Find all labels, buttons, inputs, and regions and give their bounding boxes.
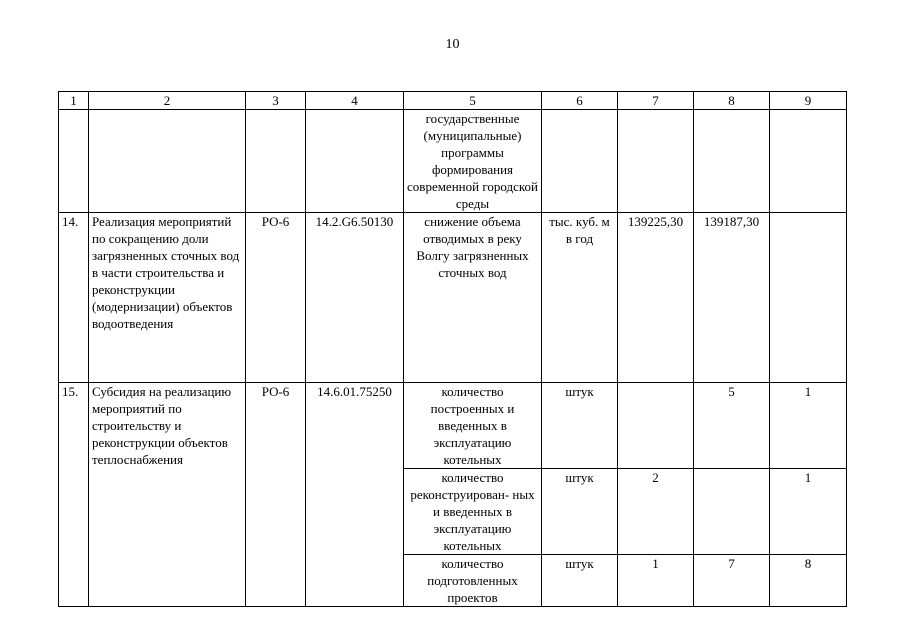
- unit: тыс. куб. м в год: [542, 213, 618, 383]
- budget-code: 14.6.01.75250: [306, 383, 404, 607]
- header-col-6: 6: [542, 92, 618, 110]
- value-col-7: 1: [618, 555, 694, 607]
- responsible-code: РО-6: [246, 383, 306, 607]
- responsible-code: РО-6: [246, 213, 306, 383]
- cell-empty: [694, 110, 770, 213]
- value-col-8: [694, 469, 770, 555]
- cell-empty: [59, 110, 89, 213]
- value-col-7: 139225,30: [618, 213, 694, 383]
- table-row-15: [59, 383, 847, 469]
- cell-empty: [770, 110, 847, 213]
- cell-empty: [542, 110, 618, 213]
- header-col-4: 4: [306, 92, 404, 110]
- unit: штук: [542, 555, 618, 607]
- row-number: 15.: [59, 383, 89, 607]
- table-row-continuation: [59, 110, 847, 213]
- indicator-name: снижение объема отводимых в реку Волгу загрязненных сточных вод: [404, 213, 542, 383]
- value-col-7: 2: [618, 469, 694, 555]
- header-col-9: 9: [770, 92, 847, 110]
- value-col-7: [618, 383, 694, 469]
- header-col-8: 8: [694, 92, 770, 110]
- value-col-8: 7: [694, 555, 770, 607]
- value-col-9: [770, 213, 847, 383]
- page-number: 10: [445, 37, 460, 52]
- indicators-table: [58, 91, 847, 607]
- header-col-7: 7: [618, 92, 694, 110]
- value-col-9: 8: [770, 555, 847, 607]
- value-col-8: 139187,30: [694, 213, 770, 383]
- cell-empty: [89, 110, 246, 213]
- indicator-name: количество реконструирован- ных и введенных в эксплуатацию котельных: [404, 469, 542, 555]
- value-col-8: 5: [694, 383, 770, 469]
- indicator-name: количество построенных и введенных в эксплуатацию котельных: [404, 383, 542, 469]
- header-col-2: 2: [89, 92, 246, 110]
- cell-empty: [306, 110, 404, 213]
- table-header-row: [59, 92, 847, 110]
- unit: штук: [542, 469, 618, 555]
- measure-name: Субсидия на реализацию мероприятий по строительству и реконструкции объектов теплоснабжения: [89, 383, 246, 607]
- indicator-name: количество подготовленных проектов: [404, 555, 542, 607]
- budget-code: 14.2.G6.50130: [306, 213, 404, 383]
- value-col-9: 1: [770, 469, 847, 555]
- table-row-14: [59, 213, 847, 383]
- header-col-1: 1: [59, 92, 89, 110]
- header-col-5: 5: [404, 92, 542, 110]
- cell-empty: [618, 110, 694, 213]
- value-col-9: 1: [770, 383, 847, 469]
- measure-name: Реализация мероприятий по сокращению доли загрязненных сточных вод в части строительства и реконструкции (модернизации) объектов водоотведения: [89, 213, 246, 383]
- unit: штук: [542, 383, 618, 469]
- cell-indicator-continuation: государственные (муниципальные) программы формирования современной городской среды: [404, 110, 542, 213]
- header-col-3: 3: [246, 92, 306, 110]
- row-number: 14.: [59, 213, 89, 383]
- cell-empty: [246, 110, 306, 213]
